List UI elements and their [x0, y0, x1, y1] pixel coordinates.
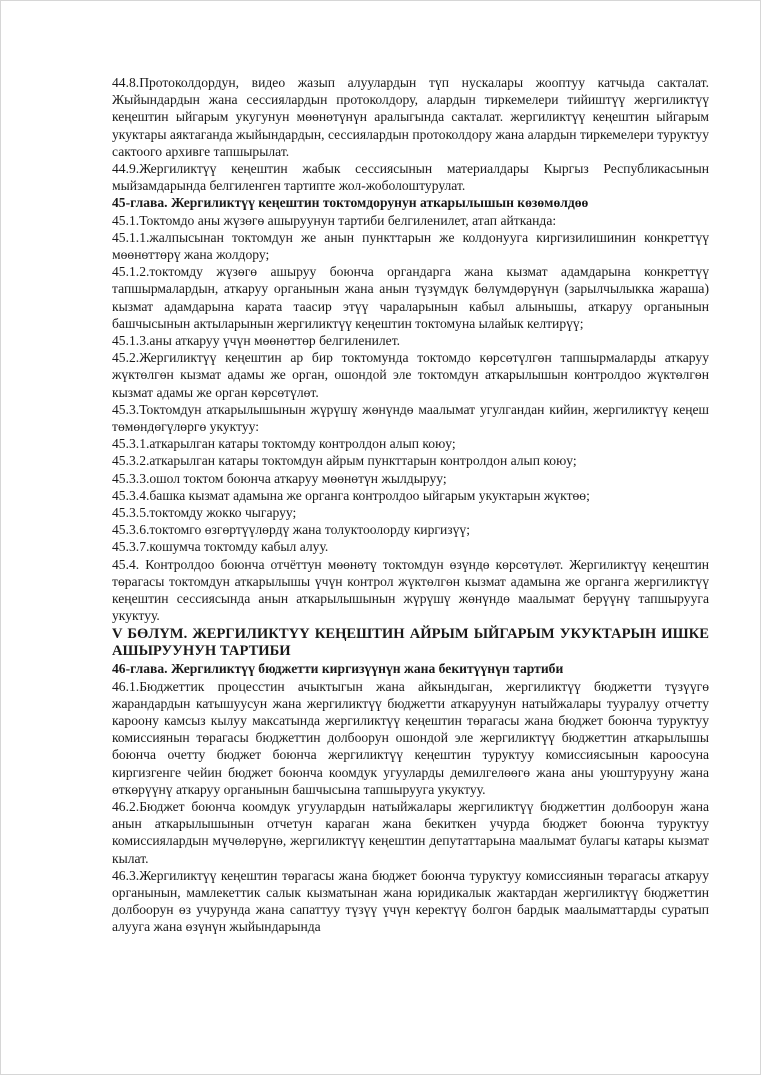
paragraph-46-2: 46.2.Бюджет боюнча коомдук угуулардын натыйжалары жергиликтүү бюджеттин долбоорун жана анын аткарылышынын отчетун караган жана бекиткен учурда бюджет боюнча туруктуу комиссиялардын мүчөлөрүнө, жергиликтүү кеңештин депутаттарына маалымат булагы катары кызмат кылат. [112, 798, 709, 866]
paragraph-45-3-7: 45.3.7.кошумча токтомду кабыл алуу. [112, 539, 329, 555]
paragraph-45-2: 45.2.Жергиликтүү кеңештин ар бир токтомунда токтомдо көрсөтүлгөн тапшырмаларды аткаруу жүктөлгөн кызмат адамы же орган, ошондой эле токтомдун аткарылышын контролдоо жүктөлгөн кызмат адамы же орган көрсөтүлөт. [112, 350, 709, 400]
paragraph-45-3-3: 45.3.3.ошол токтом боюнча аткаруу мөөнөтүн жылдыруу; [112, 470, 447, 486]
paragraph-45-1-3: 45.1.3.аны аткаруу үчүн мөөнөттөр белгиленилет. [112, 333, 401, 349]
paragraph-45-1: 45.1.Токтомдо аны жүзөгө ашыруунун тартиби белгиленилет, атап айтканда: [112, 212, 557, 228]
paragraph-45-3-5: 45.3.5.токтомду жокко чыгаруу; [112, 505, 297, 521]
paragraph-45-3-6: 45.3.6.токтомго өзгөртүүлөрдү жана толуктоолорду киргизүү; [112, 522, 470, 538]
chapter-45-heading: 45-глава. Жергиликтүү кеңештин токтомдорунун аткарылышын көзөмөлдөө [112, 195, 589, 211]
chapter-46-heading: 46-глава. Жергиликтүү бюджетти киргизүүнүн жана бекитүүнүн тартиби [112, 661, 564, 677]
paragraph-45-3-2: 45.3.2.аткарылган катары токтомдун айрым пункттарын контролдон алып коюу; [112, 453, 577, 469]
paragraph-45-1-2: 45.1.2.токтомду жүзөгө ашыруу боюнча органдарга жана кызмат адамдарына конкреттүү тапшырмалардын, аткаруу органынын жана анын түзүмдүк бөлүмдөрүнүн (зарылчылыкка жараша) кызмат адамдарына карата таасир этүү чараларынын кабыл алынышы, аткаруу органынын башчысынын актыларынын жергиликтүү кеңештин токтомуна ылайык келтирүү; [112, 264, 709, 331]
paragraph-45-1-1: 45.1.1.жалпысынан токтомдун же анын пункттарын же колдонууга киргизилишинин конкреттүү мөөнөттөрү жана жолдору; [112, 229, 709, 263]
paragraph-45-4: 45.4. Контролдоо боюнча отчёттун мөөнөтү токтомдун өзүндө көрсөтүлөт. Жергиликтүү кеңештин төрагасы токтомдун аткарылышы үчүн контрол жүктөлгөн кызмат адамына же органга жергиликтүү кеңештин сессиясында анын аткарылышынын жүрүшү жөнүндө маалымат берүүнү тапшырууга укуктуу. [112, 556, 709, 624]
paragraph-45-3-1: 45.3.1.аткарылган катары токтомду контролдон алып коюу; [112, 436, 456, 452]
paragraph-45-3: 45.3.Токтомдун аткарылышынын жүрүшү жөнүндө маалымат угулгандан кийин, жергиликтүү кеңеш төмөндөгүлөргө укуктуу: [112, 401, 709, 435]
document-body [112, 74, 709, 936]
section-v-heading: V БӨЛҮМ. ЖЕРГИЛИКТҮҮ КЕҢЕШТИН АЙРЫМ ЫЙГАРЫМ УКУКТАРЫН ИШКЕ АШЫРУУНУН ТАРТИБИ [112, 625, 709, 659]
paragraph-46-1: 46.1.Бюджеттик процесстин ачыктыгын жана айкындыган, жергиликтүү бюджетти түзүүгө жарандардын катышуусун жана жергиликтүү бюджетти аткаруунун натыйжалары тууралуу отчетту кароону камсыз кылуу максатында жергиликтүү кеңештин төрагасы жана бюджет боюнча туруктуу комиссиянын төрагасы бюджеттин долбоорун ошондой эле жергиликтүү бюджеттин аткарылышы боюнча очетту бюджет боюнча жергиликтүү кеңештин туруктуу комиссиясынын кароосуна киргизгенге чейин бюджет боюнча коомдук угууларды демилгелөөгө жана аны уюштурууну жана өткөрүүнү аткаруу органынын башчысына тапшырууга укуктуу. [112, 678, 709, 797]
paragraph-45-3-4: 45.3.4.башка кызмат адамына же органга контролдоо ыйгарым укуктарын жүктөө; [112, 487, 590, 503]
paragraph-46-3: 46.3.Жергиликтүү кеңештин төрагасы жана бюджет боюнча туруктуу комиссиянын төрагасы аткаруу органынын, мамлекеттик салык кызматынан жана юридикалык жактардан жергиликтүү бюджеттин долбоорун өз учурунда жана сапаттуу түзүү үчүн керектүү болгон бардык маалыматтарды суратып алууга жана өзүнүн жыйындарында [112, 867, 709, 935]
paragraph-44-9: 44.9.Жергиликтүү кеңештин жабык сессиясынын материалдары Кыргыз Республикасынын мыйзамдарында белгиленген тартипте жол-жоболоштурулат. [112, 161, 709, 194]
paragraph-44-8: 44.8.Протоколдордун, видео жазып алуулардын түп нускалары жооптуу катчыда сакталат. Жыйындардын жана сессиялардын протоколдору, алардын тиркемелери тийиштүү жергиликтүү кеңештин ыйгарым укугунун мөөнөтүнүн аралыгында сакталат. жергиликтүү кеңештин ыйгарым укуктары аяктаганда жыйындардын, сессиялардын протоколдору жана алардын тиркемелери туруктуу сактоого архивге тапшырылат. [112, 75, 709, 159]
